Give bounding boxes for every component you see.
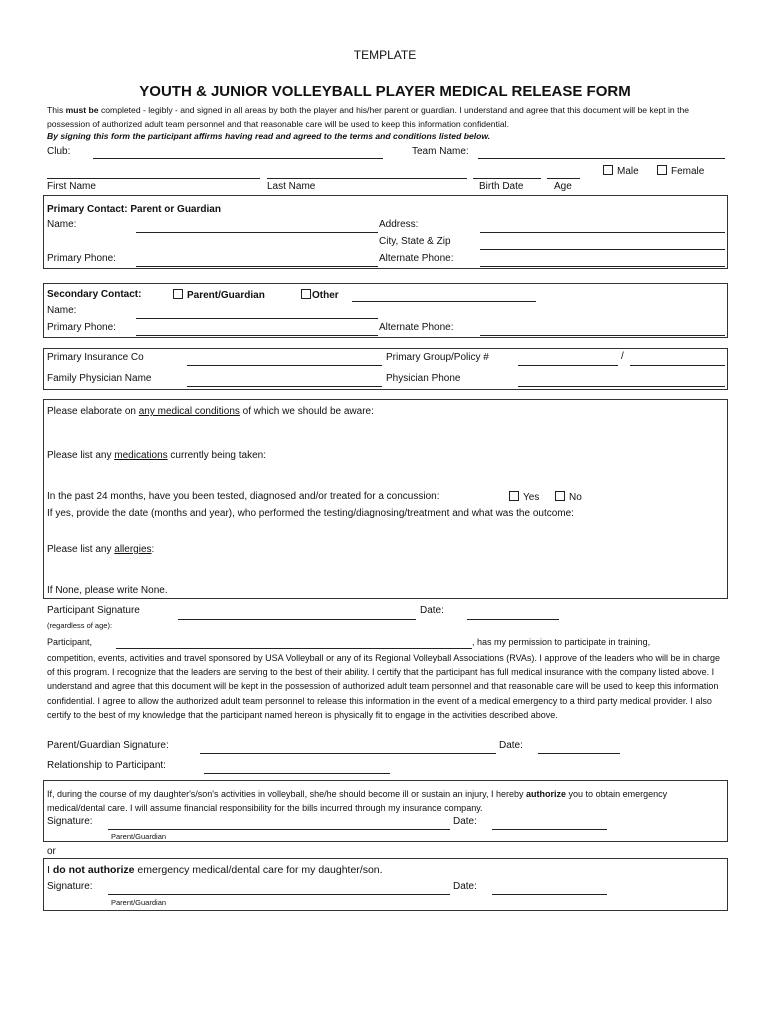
insurance-label: Primary Insurance Co bbox=[47, 352, 144, 363]
authorize-date-label: Date: bbox=[453, 816, 477, 827]
primary-contact-heading: Primary Contact: Parent or Guardian bbox=[47, 204, 221, 215]
permission-line-end: , has my permission to participate in training, bbox=[472, 637, 651, 647]
female-checkbox-icon bbox=[657, 165, 667, 175]
city-state-zip-field[interactable] bbox=[480, 249, 725, 250]
intro-text: This must be completed - legibly - and signed in all areas by both the player and his/her parent or guardian. I understand and agree that this document will be kept in the possession of authorized adult team personnel and that reasonable care will be used to keep this information confidential. bbox=[47, 105, 690, 129]
not-authorize-text: I do not authorize emergency medical/dental care for my daughter/son. bbox=[47, 864, 383, 876]
template-label: TEMPLATE bbox=[353, 48, 417, 62]
city-state-zip-label: City, State & Zip bbox=[379, 236, 451, 247]
yes-label: Yes bbox=[523, 492, 540, 503]
authorize-text: If, during the course of my daughter's/son's activities in volleyball, she/he should become ill or sustain an injury, I hereby authorize you to obtain emergency medical/dental care. I will assume financial responsibility for the bills incurred through my insurance company. bbox=[47, 789, 668, 814]
primary-name-field[interactable] bbox=[136, 232, 378, 233]
relationship-field[interactable] bbox=[204, 773, 390, 774]
relationship-label: Relationship to Participant: bbox=[47, 760, 166, 771]
secondary-parent-checkbox[interactable] bbox=[173, 289, 265, 301]
policy-slash: / bbox=[621, 351, 624, 362]
no-checkbox-icon bbox=[555, 491, 565, 501]
club-field[interactable] bbox=[93, 158, 383, 159]
permission-body: competition, events, activities and travel sponsored by USA Volleyball or any of its Regional Volleyball Associations (RVAs). I approve of the leaders who will be in charge of this program. I recognize that the leaders are serving to the best of their ability. I certify that the participant has full medical insurance with the company listed above. I understand and agree that this document will be kept in the possession of authorized adult team personnel and that reasonable care will be used to keep this information confidential. I agree to allow the authorized adult team personnel to release this information in the event of a medical emergency to a third party medical provider. I also certify to the best of my knowledge that the participant named hereon is physically fit to engage in the activities described above. bbox=[47, 653, 721, 720]
birth-date-field[interactable] bbox=[473, 178, 541, 179]
secondary-alt-phone-field[interactable] bbox=[480, 335, 725, 336]
female-checkbox[interactable] bbox=[657, 165, 704, 177]
alternate-phone-label: Alternate Phone: bbox=[379, 253, 454, 264]
primary-phone-label: Primary Phone: bbox=[47, 253, 116, 264]
male-checkbox-icon bbox=[603, 165, 613, 175]
age-label: Age bbox=[554, 181, 572, 192]
participant-signature-label: Participant Signature bbox=[47, 605, 140, 616]
physician-phone-label: Physician Phone bbox=[386, 373, 461, 384]
guardian-signature-field[interactable] bbox=[200, 753, 496, 754]
conditions-prompt: Please elaborate on any medical conditions of which we should be aware: bbox=[47, 406, 374, 417]
group-field[interactable] bbox=[518, 365, 618, 366]
team-name-label: Team Name: bbox=[412, 146, 469, 157]
address-label: Address: bbox=[379, 219, 419, 230]
first-name-label: First Name bbox=[47, 181, 96, 192]
yes-checkbox-icon bbox=[509, 491, 519, 501]
insurance-field[interactable] bbox=[187, 365, 382, 366]
concussion-yes-checkbox[interactable] bbox=[509, 491, 539, 503]
guardian-signature-label: Parent/Guardian Signature: bbox=[47, 740, 169, 751]
team-name-field[interactable] bbox=[478, 158, 725, 159]
last-name-field[interactable] bbox=[267, 178, 467, 179]
medications-prompt: Please list any medications currently being taken: bbox=[47, 450, 267, 461]
secondary-name-field[interactable] bbox=[136, 318, 378, 319]
parent-guardian-label: Parent/Guardian bbox=[187, 290, 265, 301]
secondary-name-label: Name: bbox=[47, 305, 77, 316]
not-authorize-date-field[interactable] bbox=[492, 894, 607, 895]
participant-date-field[interactable] bbox=[467, 619, 559, 620]
physician-label: Family Physician Name bbox=[47, 373, 152, 384]
not-authorize-parent-guardian-note: Parent/Guardian bbox=[111, 898, 167, 907]
other-label: Other bbox=[312, 290, 339, 301]
concussion-question: In the past 24 months, have you been tested, diagnosed and/or treated for a concussion: bbox=[47, 491, 440, 502]
parent-checkbox-icon bbox=[173, 289, 183, 299]
secondary-phone-field[interactable] bbox=[136, 335, 378, 336]
none-note: If None, please write None. bbox=[47, 585, 168, 596]
other-checkbox-icon bbox=[301, 289, 311, 299]
policy-field[interactable] bbox=[630, 365, 725, 366]
allergies-prompt: Please list any allergies: bbox=[47, 544, 155, 555]
group-policy-label: Primary Group/Policy # bbox=[386, 352, 489, 363]
female-label: Female bbox=[671, 166, 705, 177]
physician-field[interactable] bbox=[187, 386, 382, 387]
secondary-alt-phone-label: Alternate Phone: bbox=[379, 322, 454, 333]
participant-date-label: Date: bbox=[420, 605, 444, 616]
or-label: or bbox=[47, 846, 56, 857]
concussion-followup: If yes, provide the date (months and year), who performed the testing/diagnosing/treatment and what was the outcome: bbox=[47, 508, 574, 519]
secondary-contact-heading: Secondary Contact: bbox=[47, 289, 142, 300]
secondary-other-checkbox[interactable] bbox=[301, 289, 339, 301]
secondary-phone-label: Primary Phone: bbox=[47, 322, 116, 333]
other-field[interactable] bbox=[352, 301, 536, 302]
concussion-no-checkbox[interactable] bbox=[555, 491, 582, 503]
authorize-signature-label: Signature: bbox=[47, 816, 93, 827]
male-label: Male bbox=[617, 166, 639, 177]
club-label: Club: bbox=[47, 146, 71, 157]
primary-phone-field[interactable] bbox=[136, 266, 378, 267]
not-authorize-signature-label: Signature: bbox=[47, 881, 93, 892]
participant-signature-field[interactable] bbox=[178, 619, 416, 620]
participant-name-field[interactable] bbox=[116, 648, 472, 649]
physician-phone-field[interactable] bbox=[518, 386, 725, 387]
guardian-date-field[interactable] bbox=[538, 753, 620, 754]
age-field[interactable] bbox=[547, 178, 580, 179]
regardless-of-age-note: (regardless of age): bbox=[47, 621, 113, 630]
authorize-date-field[interactable] bbox=[492, 829, 607, 830]
last-name-label: Last Name bbox=[267, 181, 316, 192]
authorize-signature-field[interactable] bbox=[108, 829, 450, 830]
address-field[interactable] bbox=[480, 232, 725, 233]
not-authorize-date-label: Date: bbox=[453, 881, 477, 892]
first-name-field[interactable] bbox=[47, 178, 260, 179]
not-authorize-signature-field[interactable] bbox=[108, 894, 450, 895]
male-checkbox[interactable] bbox=[603, 165, 639, 177]
affirm-text: By signing this form the participant affirms having read and agreed to the terms and conditions listed below. bbox=[47, 131, 491, 141]
guardian-date-label: Date: bbox=[499, 740, 523, 751]
no-label: No bbox=[569, 492, 582, 503]
participant-name-label: Participant, bbox=[47, 637, 93, 647]
form-title: YOUTH & JUNIOR VOLLEYBALL PLAYER MEDICAL RELEASE FORM bbox=[139, 83, 631, 100]
birth-date-label: Birth Date bbox=[479, 181, 524, 192]
alternate-phone-field[interactable] bbox=[480, 266, 725, 267]
primary-name-label: Name: bbox=[47, 219, 77, 230]
authorize-parent-guardian-note: Parent/Guardian bbox=[111, 832, 167, 841]
